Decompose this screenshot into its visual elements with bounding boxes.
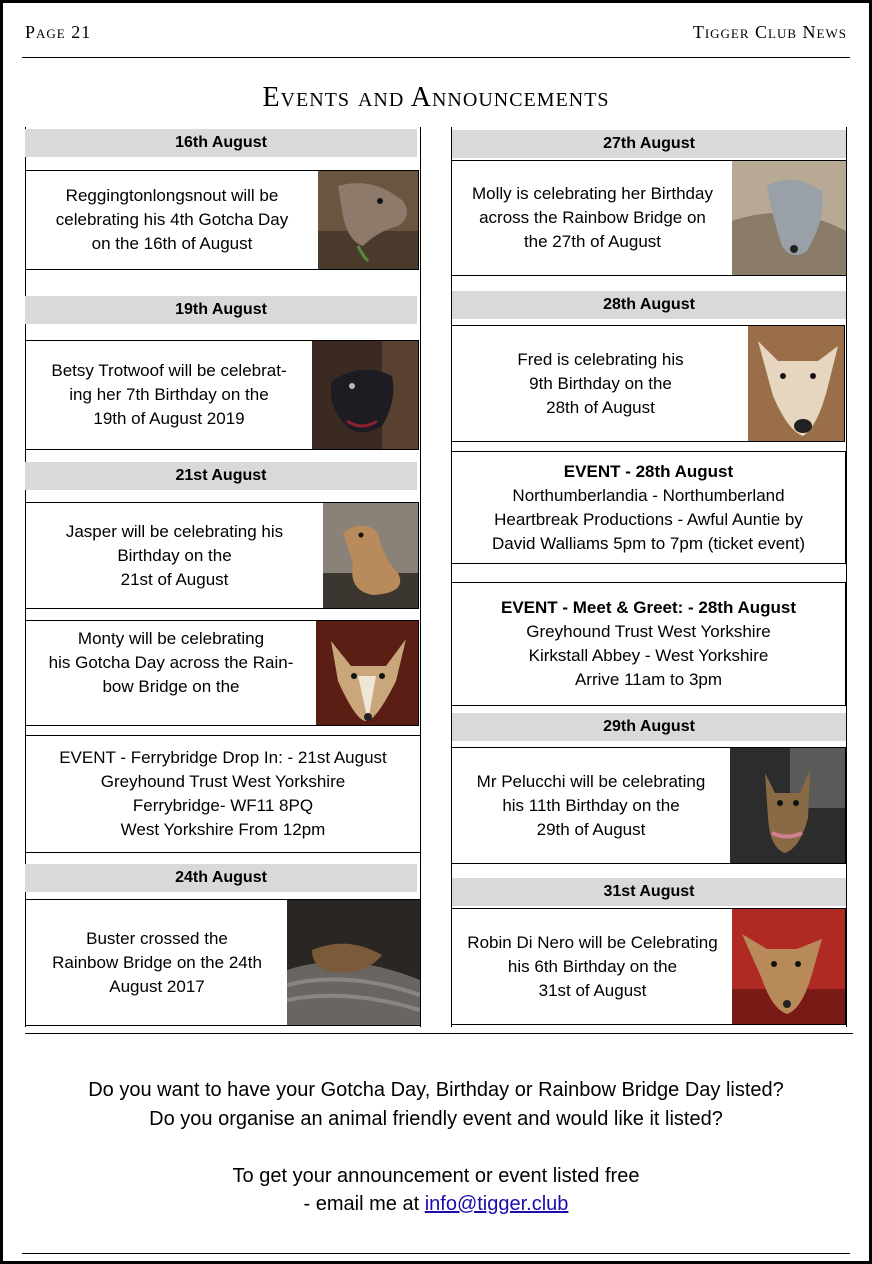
page-title: Events and Announcements xyxy=(262,82,610,113)
announcement-text: Betsy Trotwoof will be celebrat- ing her 7th Birthday on the 19th of August 2019 xyxy=(51,361,287,428)
date-header-21-aug: 21st August xyxy=(25,462,417,490)
event-body xyxy=(452,583,845,705)
dog-photo xyxy=(318,171,418,269)
announcement-text: Reggingtonlongsnout will be celebrating his 4th Gotcha Day on the 16th of August xyxy=(55,186,289,253)
announcement-text: Jasper will be celebrating his Birthday on the 21st of August xyxy=(65,521,284,589)
announcement-card xyxy=(25,502,419,609)
event-card xyxy=(451,451,846,564)
announcement-text: Fred is celebrating his 9th Birthday on the 28th of August xyxy=(517,349,684,417)
footer-contact-prefix: - email me at xyxy=(303,1193,425,1215)
announcement-card xyxy=(25,170,419,270)
announcement-text: Robin Di Nero will be Celebrating his 6th Birthday on the 31st of August xyxy=(467,932,718,1000)
event-details: Northumberlandia - Northumberland Heartbreak Productions - Awful Auntie by David Walliams 5pm to 7pm (ticket event) xyxy=(491,485,806,553)
announcement-text: Monty will be celebrating his Gotcha Day across the Rain- bow Bridge on the xyxy=(48,629,294,696)
date-header-19-aug: 19th August xyxy=(25,296,417,324)
event-card xyxy=(451,582,846,706)
dog-photo xyxy=(287,900,420,1025)
announcement-text: Buster crossed the Rainbow Bridge on the 24th August 2017 xyxy=(52,928,262,996)
footer-line-3: To get your announcement or event listed free xyxy=(232,1165,640,1187)
event-title: EVENT - 28th August xyxy=(563,461,734,481)
dog-photo xyxy=(732,909,845,1024)
bottom-divider xyxy=(22,1253,850,1254)
event-title: EVENT - Meet & Greet: - 28th August xyxy=(500,598,796,617)
date-header-24-aug: 24th August xyxy=(25,864,417,892)
dog-photo xyxy=(312,341,418,449)
event-card xyxy=(25,735,421,853)
publication-name: Tigger Club News xyxy=(692,22,847,42)
announcement-card xyxy=(451,747,846,864)
dog-photo xyxy=(732,161,846,275)
email-link[interactable]: info@tigger.club xyxy=(424,1193,569,1215)
announcement-card xyxy=(25,620,419,726)
dog-photo xyxy=(748,326,844,441)
announcement-text: Mr Pelucchi will be celebrating his 11th Birthday on the 29th of August xyxy=(476,771,706,839)
announcement-text: Molly is celebrating her Birthday across the Rainbow Bridge on the 27th of August xyxy=(472,184,713,251)
announcement-card xyxy=(451,908,846,1025)
footer-line-2: Do you organise an animal friendly event and would like it listed? xyxy=(149,1108,723,1130)
date-header-28-aug: 28th August xyxy=(452,291,846,319)
event-body xyxy=(452,452,845,563)
dog-photo xyxy=(316,621,418,725)
footer-contact xyxy=(0,1190,872,1219)
event-details: Greyhound Trust West Yorkshire Kirkstall Abbey - West Yorkshire Arrive 11am to 3pm xyxy=(526,622,771,689)
event-text: EVENT - Ferrybridge Drop In: - 21st August Greyhound Trust West Yorkshire Ferrybridge- WF11 8PQ West Yorkshire From 12pm xyxy=(59,748,387,839)
footer-line-1: Do you want to have your Gotcha Day, Birthday or Rainbow Bridge Day listed? xyxy=(88,1079,784,1101)
left-column-border-right xyxy=(420,127,421,1027)
header-divider xyxy=(22,57,850,58)
announcement-card xyxy=(451,325,845,442)
date-header-31-aug: 31st August xyxy=(452,878,846,906)
dog-photo xyxy=(323,503,418,608)
date-header-16-aug: 16th August xyxy=(25,129,417,157)
footer-divider xyxy=(25,1033,853,1034)
date-header-27-aug: 27th August xyxy=(452,130,846,158)
announcement-card xyxy=(25,899,421,1026)
dog-photo xyxy=(730,748,845,863)
announcement-card xyxy=(451,160,847,276)
page-number: Page 21 xyxy=(25,22,92,42)
announcement-card xyxy=(25,340,419,450)
date-header-29-aug: 29th August xyxy=(452,713,846,741)
